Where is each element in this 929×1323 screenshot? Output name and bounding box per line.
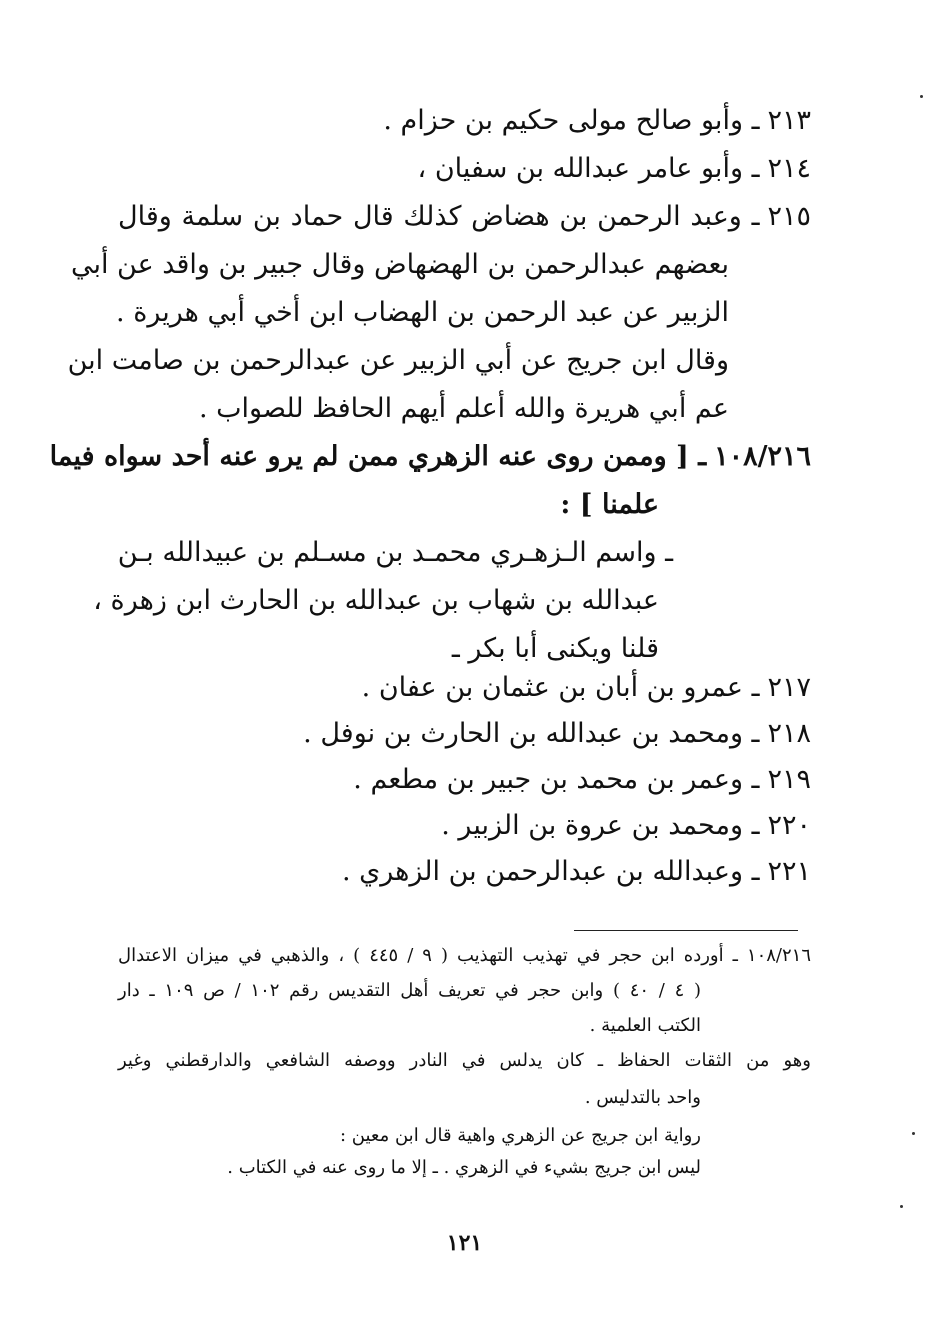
- zuhri-name-line-1: ـ واسم الـزهـري محمـد بن مسـلم بن عبيدالله بـن: [117, 537, 673, 568]
- entry-217: [362, 665, 811, 711]
- entry-213: [383, 98, 811, 144]
- entry-number: ٢١٣: [767, 105, 811, 136]
- section-heading-text: ـ [ وممن روى عنه الزهري ممن لم يرو عنه أحد سواه فيما: [49, 441, 707, 472]
- entry-218: [303, 711, 811, 757]
- entry-215-line-4: وقال ابن جريج عن أبي الزبير عن عبدالرحمن بن صامت ابن: [67, 345, 729, 376]
- section-heading: [49, 434, 811, 480]
- entry-215: [118, 194, 811, 240]
- entry-number: ٢٢١: [767, 856, 811, 887]
- entry-number: ٢١٩: [767, 764, 811, 795]
- entry-215-line-3: الزبير عن عبد الرحمن بن الهضاب ابن أخي أبي هريرة .: [116, 297, 729, 328]
- entry-text: ـ وأبو صالح مولى حكيم بن حزام .: [383, 105, 760, 136]
- footnote-line-3: الكتب العلمية .: [589, 1015, 701, 1036]
- entry-221: [342, 849, 811, 895]
- footnote-line-7: ليس ابن جريج بشيء في الزهري . ـ إلا ما روى عنه في الكتاب .: [227, 1157, 701, 1178]
- zuhri-name-line-2: عبدالله بن شهاب بن عبدالله بن الحارث ابن زهرة ،: [93, 585, 659, 616]
- zuhri-name-line-3: قلنا ويكنى أبا بكر ـ: [451, 633, 659, 664]
- scan-speck: [900, 1205, 903, 1208]
- entry-215-line-5: عم أبي هريرة والله أعلم أيهم الحافظ للصواب .: [198, 393, 729, 424]
- footnote-line-6: رواية ابن جريج عن الزهري واهية قال ابن معين :: [340, 1125, 701, 1146]
- page-number: ١٢١: [446, 1230, 483, 1256]
- footnote-line-2: ( ٤ / ٤٠ ) وابن حجر في تعريف أهل التقديس رقم ١٠٢ / ص ١٠٩ ـ دار: [118, 980, 701, 1001]
- entry-number: ٢١٨: [767, 718, 811, 749]
- entry-number: ٢٢٠: [767, 810, 811, 841]
- entry-text: ـ ومحمد بن عبدالله بن الحارث بن نوفل .: [303, 718, 760, 749]
- entry-number: ٢١٥: [767, 201, 811, 232]
- entry-220: [441, 803, 811, 849]
- entry-214: [418, 146, 811, 192]
- section-number: ١٠٨/٢١٦: [714, 441, 811, 472]
- footnote-line-5: واحد بالتدليس .: [584, 1087, 701, 1108]
- section-heading-line-2: علمنا ] :: [560, 489, 659, 520]
- entry-215-line-2: بعضهم عبدالرحمن بن الهضهاض وقال جبير بن واقد عن أبي: [70, 249, 729, 280]
- footnote-separator: [574, 930, 798, 931]
- entry-text: ـ ومحمد بن عروة بن الزبير .: [441, 810, 760, 841]
- entry-219: [353, 757, 811, 803]
- entry-number: ٢١٧: [767, 672, 811, 703]
- entry-text: ـ عمرو بن أبان بن عثمان بن عفان .: [361, 672, 760, 703]
- entry-text: ـ وعبد الرحمن بن هضاض كذلك قال حماد بن سلمة وقال: [118, 201, 760, 232]
- scan-speck: [912, 1132, 915, 1135]
- entry-number: ٢١٤: [767, 153, 811, 184]
- entry-text: ـ وأبو عامر عبدالله بن سفيان ،: [417, 153, 760, 184]
- entry-text: ـ وعبدالله بن عبدالرحمن بن الزهري .: [341, 856, 760, 887]
- footnote-line-1: ١٠٨/٢١٦ ـ أورده ابن حجر في تهذيب التهذيب ( ٩ / ٤٤٥ ) ، والذهبي في ميزان الاعتدال: [118, 945, 811, 966]
- scan-speck: [920, 95, 923, 98]
- entry-text: ـ وعمر بن محمد بن جبير بن مطعم .: [353, 764, 760, 795]
- footnote-line-4: وهو من الثقات الحفاظ ـ كان يدلس في النادر ووصفه الشافعي والدارقطني وغير: [118, 1050, 811, 1071]
